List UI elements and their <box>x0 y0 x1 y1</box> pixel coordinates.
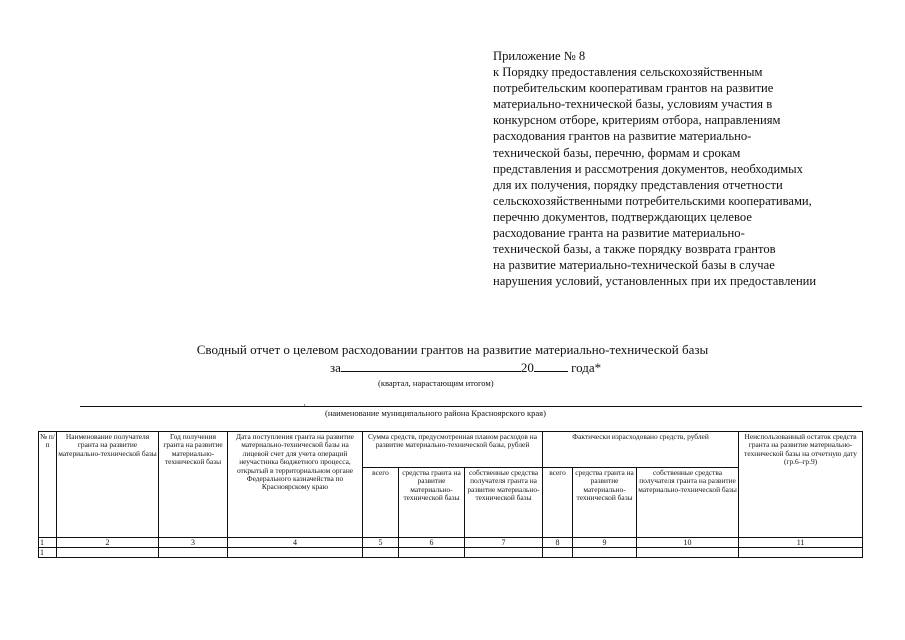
column-number-row <box>39 538 863 548</box>
table-cell: 1 <box>39 548 57 558</box>
header-num: № п/п <box>39 432 57 538</box>
column-number: 6 <box>399 538 465 548</box>
table-cell[interactable] <box>399 548 465 558</box>
annex-line: расходования грантов на развитие материально- <box>493 129 752 144</box>
annex-header <box>493 48 893 289</box>
annex-line: материально-технической базы, условиям участия в <box>493 97 773 112</box>
period-year: 20 <box>520 360 534 375</box>
report-table <box>38 431 863 558</box>
period-quarter-blank[interactable] <box>341 360 521 372</box>
table-cell[interactable] <box>543 548 573 558</box>
period-hint: (квартал, нарастающим итогом) <box>378 378 494 388</box>
header-actual-group: Фактически израсходовано средств, рублей <box>543 432 739 468</box>
district-dot: · <box>303 400 306 410</box>
header-planned-own: собственные средства получателя гранта на развитие материально-технической базы <box>465 468 543 538</box>
header-year: Год получения гранта на развитие материально-технической базы <box>159 432 228 538</box>
annex-line: технической базы, а также порядку возврата грантов <box>493 242 776 257</box>
annex-line: потребительским кооперативам грантов на развитие <box>493 81 774 96</box>
column-number: 4 <box>228 538 363 548</box>
period-suffix: года* <box>571 360 602 375</box>
period-year-blank[interactable] <box>534 360 568 372</box>
annex-line: технической базы, перечню, формам и срокам <box>493 145 741 160</box>
annex-line: к Порядку предоставления сельскохозяйственным <box>493 65 763 80</box>
table-cell[interactable] <box>228 548 363 558</box>
header-planned-grant: средства гранта на развитие материально-технической базы <box>399 468 465 538</box>
annex-line: на развитие материально-технической базы в случае <box>493 258 775 273</box>
table-cell[interactable] <box>637 548 739 558</box>
column-number: 2 <box>57 538 159 548</box>
table-cell[interactable] <box>57 548 159 558</box>
annex-line: представления и рассмотрения документов, необходимых <box>493 161 803 176</box>
column-number: 8 <box>543 538 573 548</box>
column-number: 3 <box>159 538 228 548</box>
column-number: 1 <box>39 538 57 548</box>
column-number: 7 <box>465 538 543 548</box>
annex-line: для их получения, порядку представления отчетности <box>493 177 783 192</box>
header-planned-group: Сумма средств, предусмотренная планом расходов на развитие материально-технической базы, рублей <box>363 432 543 468</box>
column-number: 5 <box>363 538 399 548</box>
header-planned-total: всего <box>363 468 399 538</box>
table-cell[interactable] <box>465 548 543 558</box>
column-number: 10 <box>637 538 739 548</box>
annex-line: сельскохозяйственными потребительскими кооперативами, <box>493 193 812 208</box>
header-actual-own: собственные средства получателя гранта на развитие материально-технической базы <box>637 468 739 538</box>
table-cell[interactable] <box>363 548 399 558</box>
column-number: 9 <box>573 538 637 548</box>
table-row <box>39 548 863 558</box>
period-prefix: за <box>330 360 341 375</box>
annex-line: нарушения условий, установленных при их предоставлении <box>493 274 817 289</box>
table-cell[interactable] <box>159 548 228 558</box>
header-recipient: Наименование получателя гранта на развитие материально-технической базы <box>57 432 159 538</box>
annex-line: расходование гранта на развитие материально- <box>493 226 745 241</box>
table-cell[interactable] <box>573 548 637 558</box>
annex-line: перечню документов, подтверждающих целевое <box>493 209 752 224</box>
annex-title: Приложение № 8 <box>493 49 586 63</box>
column-number: 11 <box>739 538 863 548</box>
report-period <box>330 360 601 376</box>
header-date: Дата поступления гранта на развитие материально-технической базы на лицевой счет для учета операций неучастника бюджетного процесса, открытый в территориальном органе Федерального казначейства по Красноярскому краю <box>228 432 363 538</box>
annex-line: конкурсном отборе, критериям отбора, направлениям <box>493 113 781 128</box>
header-unused: Неиспользованный остаток средств гранта на развитие материально-технической базы на отчетную дату (гр.6–гр.9) <box>739 432 863 538</box>
header-actual-total: всего <box>543 468 573 538</box>
district-hint: (наименование муниципального района Красноярского края) <box>325 408 546 418</box>
report-title: Сводный отчет о целевом расходовании грантов на развитие материально-технической базы <box>196 342 709 357</box>
header-actual-grant: средства гранта на развитие материально-технической базы <box>573 468 637 538</box>
table-cell[interactable] <box>739 548 863 558</box>
district-name-line[interactable] <box>80 406 862 407</box>
